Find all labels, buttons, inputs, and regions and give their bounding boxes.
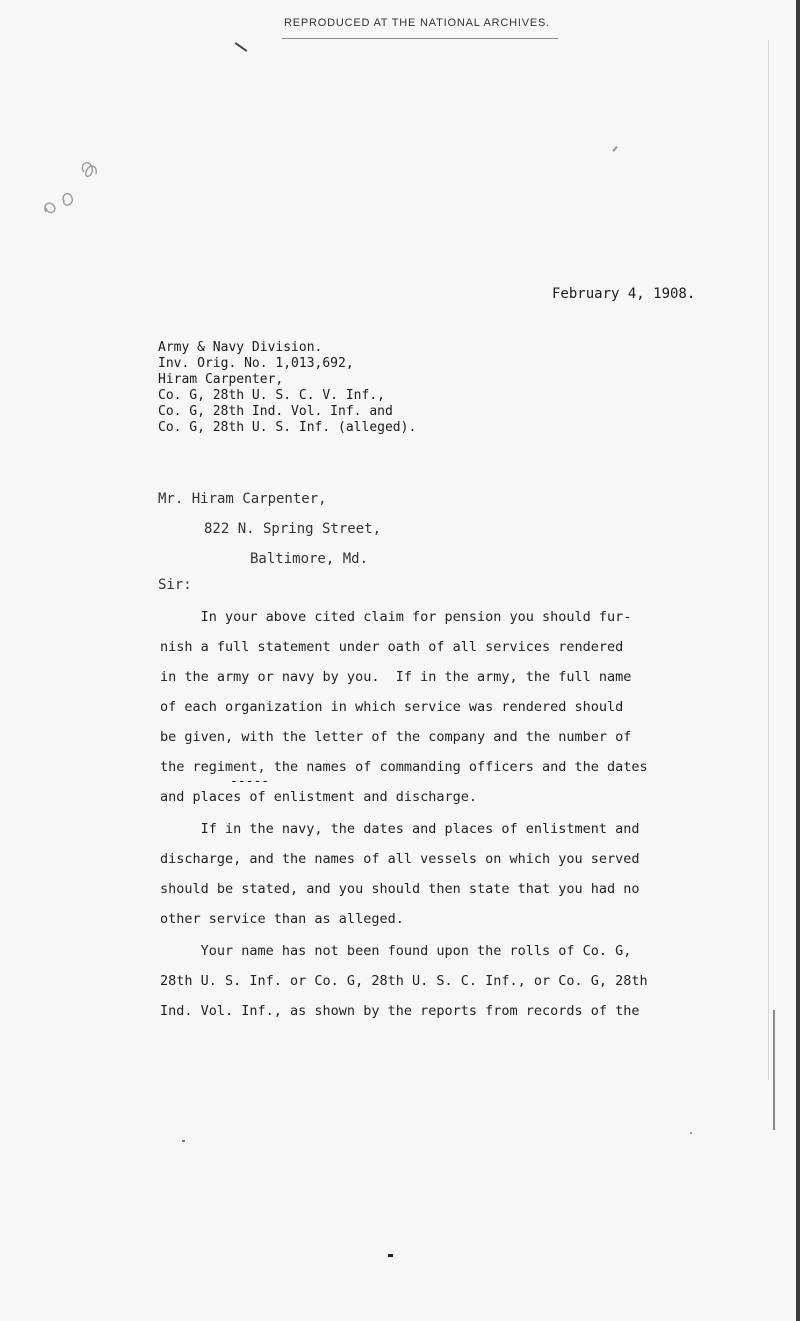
addressee-city: Baltimore, Md.: [250, 551, 369, 567]
reference-line: Co. G, 28th U. S. C. V. Inf.,: [158, 388, 385, 403]
reference-line: Hiram Carpenter,: [158, 372, 284, 387]
stamp-underline: [282, 38, 558, 39]
body-line: be given, with the letter of the company and the number of: [160, 729, 632, 745]
addressee-name: Mr. Hiram Carpenter,: [158, 491, 327, 507]
body-line: 28th U. S. Inf. or Co. G, 28th U. S. C. Inf., or Co. G, 28th: [160, 973, 648, 989]
body-line: other service than as alleged.: [160, 911, 404, 927]
addressee-block: [158, 484, 381, 574]
scan-streak: [773, 1010, 775, 1130]
reference-line: Co. G, 28th U. S. Inf. (alleged).: [158, 420, 417, 435]
body-line: the regiment, the names of commanding officers and the dates: [160, 759, 648, 775]
body-line: Your name has not been found upon the rolls of Co. G,: [160, 943, 632, 959]
scan-streak: [612, 146, 617, 152]
paragraph-navy-service: [160, 814, 730, 934]
paragraph-rolls-search: [160, 936, 730, 1026]
scan-border: [796, 0, 800, 1321]
body-line: should be stated, and you should then state that you had no: [160, 881, 640, 897]
body-line: Ind. Vol. Inf., as shown by the reports from records of the: [160, 1003, 640, 1019]
scan-streak: [235, 42, 248, 52]
reference-line: Inv. Orig. No. 1,013,692,: [158, 356, 354, 371]
body-line: and places of enlistment and discharge.: [160, 789, 477, 805]
body-line: of each organization in which service was rendered should: [160, 699, 624, 715]
archives-stamp: REPRODUCED AT THE NATIONAL ARCHIVES.: [284, 17, 550, 29]
body-line: nish a full statement under oath of all services rendered: [160, 639, 624, 655]
reference-line: Co. G, 28th Ind. Vol. Inf. and: [158, 404, 393, 419]
body-line: discharge, and the names of all vessels on which you served: [160, 851, 640, 867]
body-line: If in the navy, the dates and places of enlistment and: [160, 821, 640, 837]
reference-rule: -----: [230, 774, 270, 789]
body-line: in the army or navy by you. If in the army, the full name: [160, 669, 632, 685]
letter-date: February 4, 1908.: [552, 286, 696, 302]
handwritten-margin-note-mark: [40, 150, 112, 220]
scan-speck: [690, 1132, 692, 1134]
paragraph-oath-statement: [160, 602, 730, 812]
reference-line: Army & Navy Division.: [158, 340, 323, 355]
addressee-street: 822 N. Spring Street,: [204, 521, 382, 537]
body-line: In your above cited claim for pension you should fur-: [160, 609, 632, 625]
salutation: Sir:: [158, 577, 192, 593]
scan-speck: [182, 1140, 185, 1142]
scan-edge-line: [768, 40, 769, 1080]
scan-speck: [388, 1254, 393, 1257]
letter-body: [160, 602, 730, 1026]
